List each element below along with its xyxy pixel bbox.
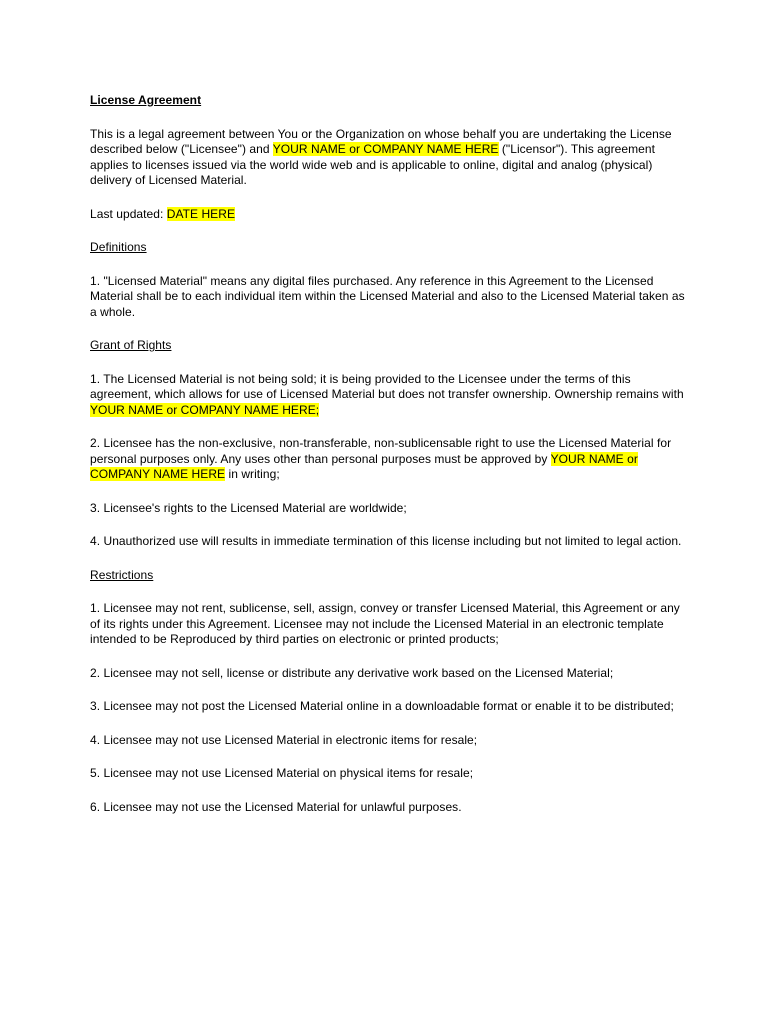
grant-of-rights-heading: Grant of Rights	[90, 338, 172, 352]
owner-name-placeholder: YOUR NAME or COMPANY NAME HERE;	[90, 402, 320, 417]
restriction-item-5: 5. Licensee may not use Licensed Material on physical items for resale;	[90, 766, 474, 780]
document-title: License Agreement	[90, 93, 202, 107]
grant-item-4: 4. Unauthorized use will results in immediate termination of this license including but not limited to legal action.	[90, 534, 682, 548]
definitions-heading: Definitions	[90, 240, 147, 254]
grant-item-3: 3. Licensee's rights to the Licensed Material are worldwide;	[90, 500, 407, 515]
grant-item-2	[90, 436, 690, 483]
restriction-item-6: 6. Licensee may not use the Licensed Material for unlawful purposes.	[90, 799, 462, 814]
grant-item-1-text: 1. The Licensed Material is not being sold; it is being provided to the Licensee under the terms of this agreement, which allows for use of Licensed Material but does not transfer ownership. Ownership remains with	[90, 371, 684, 401]
restriction-item-1: 1. Licensee may not rent, sublicense, sell, assign, convey or transfer Licensed Material, this Agreement or any of its rights under this Agreement. Licensee may not include the Licensed Material in an electronic template intended to be Reproduced by third parties on electronic or printed products;	[90, 601, 680, 646]
last-updated-line	[90, 207, 690, 223]
definitions-item-1: 1. "Licensed Material" means any digital files purchased. Any reference in this Agreement to the Licensed Material shall be to each individual item within the Licensed Material and also to the Licensed Material taken as a whole.	[90, 273, 685, 319]
last-updated-label: Last updated:	[90, 206, 167, 221]
restrictions-heading: Restrictions	[90, 567, 154, 582]
document-page	[90, 93, 690, 833]
restriction-item-4: 4. Licensee may not use Licensed Material in electronic items for resale;	[90, 732, 478, 747]
grant-item-2-after: in writing;	[225, 467, 280, 481]
grant-item-1	[90, 372, 690, 419]
restriction-item-3: 3. Licensee may not post the Licensed Material online in a downloadable format or enable it to be distributed;	[90, 699, 674, 713]
intro-paragraph	[90, 127, 690, 189]
grant-item-2-text: 2. Licensee has the non-exclusive, non-transferable, non-sublicensable right to use the Licensed Material for personal purposes only. Any uses other than personal purposes must be approved by	[90, 436, 672, 466]
licensor-name-placeholder: YOUR NAME or COMPANY NAME HERE	[272, 142, 499, 156]
intro-text-2: ("Licensor"). This agreement applies to licenses issued via the world wide web and is applicable to online, digital and analog (physical) delivery of Licensed Material.	[90, 142, 655, 187]
date-placeholder: DATE HERE	[166, 206, 236, 221]
restriction-item-2: 2. Licensee may not sell, license or distribute any derivative work based on the Licensed Material;	[90, 665, 614, 680]
approver-name-placeholder: YOUR NAME or COMPANY NAME HERE	[90, 451, 638, 481]
intro-text-1: This is a legal agreement between You or the Organization on whose behalf you are undertaking the License described below ("Licensee") and	[90, 126, 672, 156]
